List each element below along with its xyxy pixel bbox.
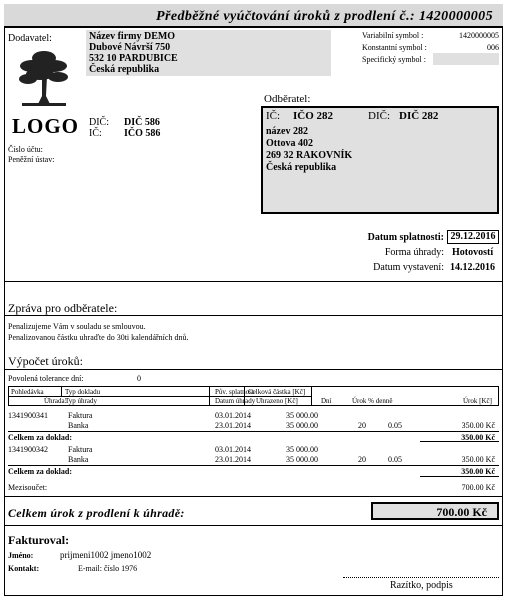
customer-name: název 282	[266, 126, 308, 137]
issuer-contact-label: Kontakt:	[8, 564, 40, 573]
payment-form-label: Forma úhrady:	[384, 247, 444, 258]
doc1-rate: 0.05	[388, 421, 402, 430]
signature-line	[343, 577, 499, 578]
supplier-street: Dubové Návrší 750	[89, 42, 171, 53]
variable-symbol-label: Variabilní symbol :	[362, 31, 424, 40]
col-total-amount: Celková částka [Kč]	[248, 388, 306, 396]
message-line-1: Penalizujeme Vám v souladu se smlouvou.	[8, 322, 146, 331]
supplier-ic-value: IČO 586	[124, 128, 161, 139]
col-payment: Úhrada:	[44, 397, 67, 405]
tree-logo-icon	[16, 48, 72, 108]
total-divider	[4, 525, 503, 526]
issue-date-value: 14.12.2016	[450, 262, 495, 273]
due-date-label: Datum splatnosti:	[367, 232, 444, 243]
message-line-2: Penalizovanou částku uhraďte do 30ti kalendářních dnů.	[8, 333, 189, 342]
subtotal-divider	[4, 496, 503, 497]
customer-ic-value: IČO 282	[293, 110, 334, 122]
col-paid: Uhrazeno [Kč]	[256, 397, 298, 405]
doc2-rate: 0.05	[388, 455, 402, 464]
supplier-dic-value: DIČ 586	[124, 117, 160, 128]
calc-title: Výpočet úroků:	[8, 354, 83, 368]
separator-line	[4, 281, 503, 282]
payment-form-value: Hotovostí	[452, 247, 494, 258]
account-label: Číslo účtu:	[8, 145, 43, 154]
bank-label: Peněžní ústav:	[8, 155, 55, 164]
table-header	[8, 386, 499, 406]
col-payment-type: Typ úhrady	[65, 397, 97, 405]
col-receivable: Pohledávka	[11, 388, 44, 396]
col-payment-date: Datum úhrady	[215, 397, 256, 405]
tolerance-value: 0	[137, 374, 141, 383]
doc1-total-line	[8, 431, 499, 432]
calc-divider	[4, 369, 503, 370]
header-divider	[311, 387, 312, 406]
doc1-days: 20	[358, 421, 366, 430]
issuer-contact: E-mail: číslo 1976	[78, 564, 138, 573]
doc1-payment-date: 23.01.2014	[215, 421, 251, 430]
doc2-type: Faktura	[68, 445, 93, 454]
subtotal-value: 700.00 Kč	[461, 483, 495, 492]
col-orig-due: Pův. splatnost	[215, 388, 254, 396]
document-header	[4, 4, 503, 28]
specific-symbol-value	[433, 53, 499, 65]
doc1-id: 1341900341	[8, 411, 48, 420]
doc1-interest: 350.00 Kč	[461, 421, 495, 430]
doc1-payment-type: Banka	[68, 421, 89, 430]
col-days: Dní	[321, 397, 332, 405]
doc1-total-underline	[420, 441, 499, 442]
supplier-city: 532 10 PARDUBICE	[89, 53, 178, 64]
doc1-paid: 35 000.00	[286, 421, 318, 430]
constant-symbol-label: Konstantní symbol :	[362, 43, 427, 52]
logo-text: LOGO	[12, 114, 80, 138]
doc2-id: 1341900342	[8, 445, 48, 454]
issuer-name: prijmeni1002 jmeno1002	[60, 550, 152, 560]
customer-box	[261, 106, 499, 214]
doc2-due: 03.01.2014	[215, 445, 251, 454]
customer-street: Ottova 402	[266, 138, 313, 149]
issuer-name-label: Jméno:	[8, 551, 34, 560]
col-rate: Úrok % denně	[352, 397, 393, 405]
col-doc-type: Typ dokladu	[65, 388, 101, 396]
invoicing-title: Fakturoval:	[8, 533, 70, 547]
grand-total-value: 700.00 Kč	[371, 502, 499, 520]
supplier-ic-label: IČ:	[89, 128, 102, 139]
specific-symbol-label: Specifický symbol :	[362, 55, 426, 64]
col-interest: Úrok [Kč]	[463, 397, 492, 405]
issue-date-label: Datum vystavení:	[373, 262, 444, 273]
doc1-total: 350.00 Kč	[461, 433, 495, 442]
doc2-payment-type: Banka	[68, 455, 89, 464]
doc2-total: 350.00 Kč	[461, 467, 495, 476]
doc2-total-underline	[420, 476, 499, 477]
doc1-amount: 35 000.00	[286, 411, 318, 420]
doc1-due: 03.01.2014	[215, 411, 251, 420]
grand-total-label: Celkem úrok z prodlení k úhradě:	[8, 506, 185, 520]
document-title: Předběžné vyúčtování úroků z prodlení č.: 1420000005	[156, 9, 493, 24]
constant-symbol-value: 006	[487, 43, 499, 52]
doc2-interest: 350.00 Kč	[461, 455, 495, 464]
supplier-label: Dodavatel:	[8, 33, 52, 44]
doc2-payment-date: 23.01.2014	[215, 455, 251, 464]
customer-dic-value: DIČ 282	[399, 110, 439, 122]
tolerance-label: Povolená tolerance dní:	[8, 374, 84, 383]
supplier-dic-label: DIČ:	[89, 117, 109, 128]
doc2-days: 20	[358, 455, 366, 464]
customer-country: Česká republika	[266, 162, 337, 173]
doc2-total-line	[8, 465, 499, 466]
subtotal-label: Mezisoučet:	[8, 483, 48, 492]
customer-city: 269 32 RAKOVNÍK	[266, 150, 353, 161]
doc2-total-label: Celkem za doklad:	[8, 467, 72, 476]
customer-dic-label: DIČ:	[368, 110, 390, 122]
signature-label: Razítko, podpis	[390, 580, 453, 591]
supplier-name: Název firmy DEMO	[89, 31, 176, 42]
customer-label: Odběratel:	[264, 93, 311, 105]
doc1-total-label: Celkem za doklad:	[8, 433, 72, 442]
supplier-country: Česká republika	[89, 64, 160, 75]
message-divider	[4, 315, 503, 316]
doc2-paid: 35 000.00	[286, 455, 318, 464]
doc2-amount: 35 000.00	[286, 445, 318, 454]
customer-ic-label: IČ:	[266, 110, 281, 122]
variable-symbol-value: 1420000005	[459, 31, 499, 40]
due-date-value: 29.12.2016	[447, 230, 499, 244]
message-title: Zpráva pro odběratele:	[8, 301, 118, 315]
doc1-type: Faktura	[68, 411, 93, 420]
